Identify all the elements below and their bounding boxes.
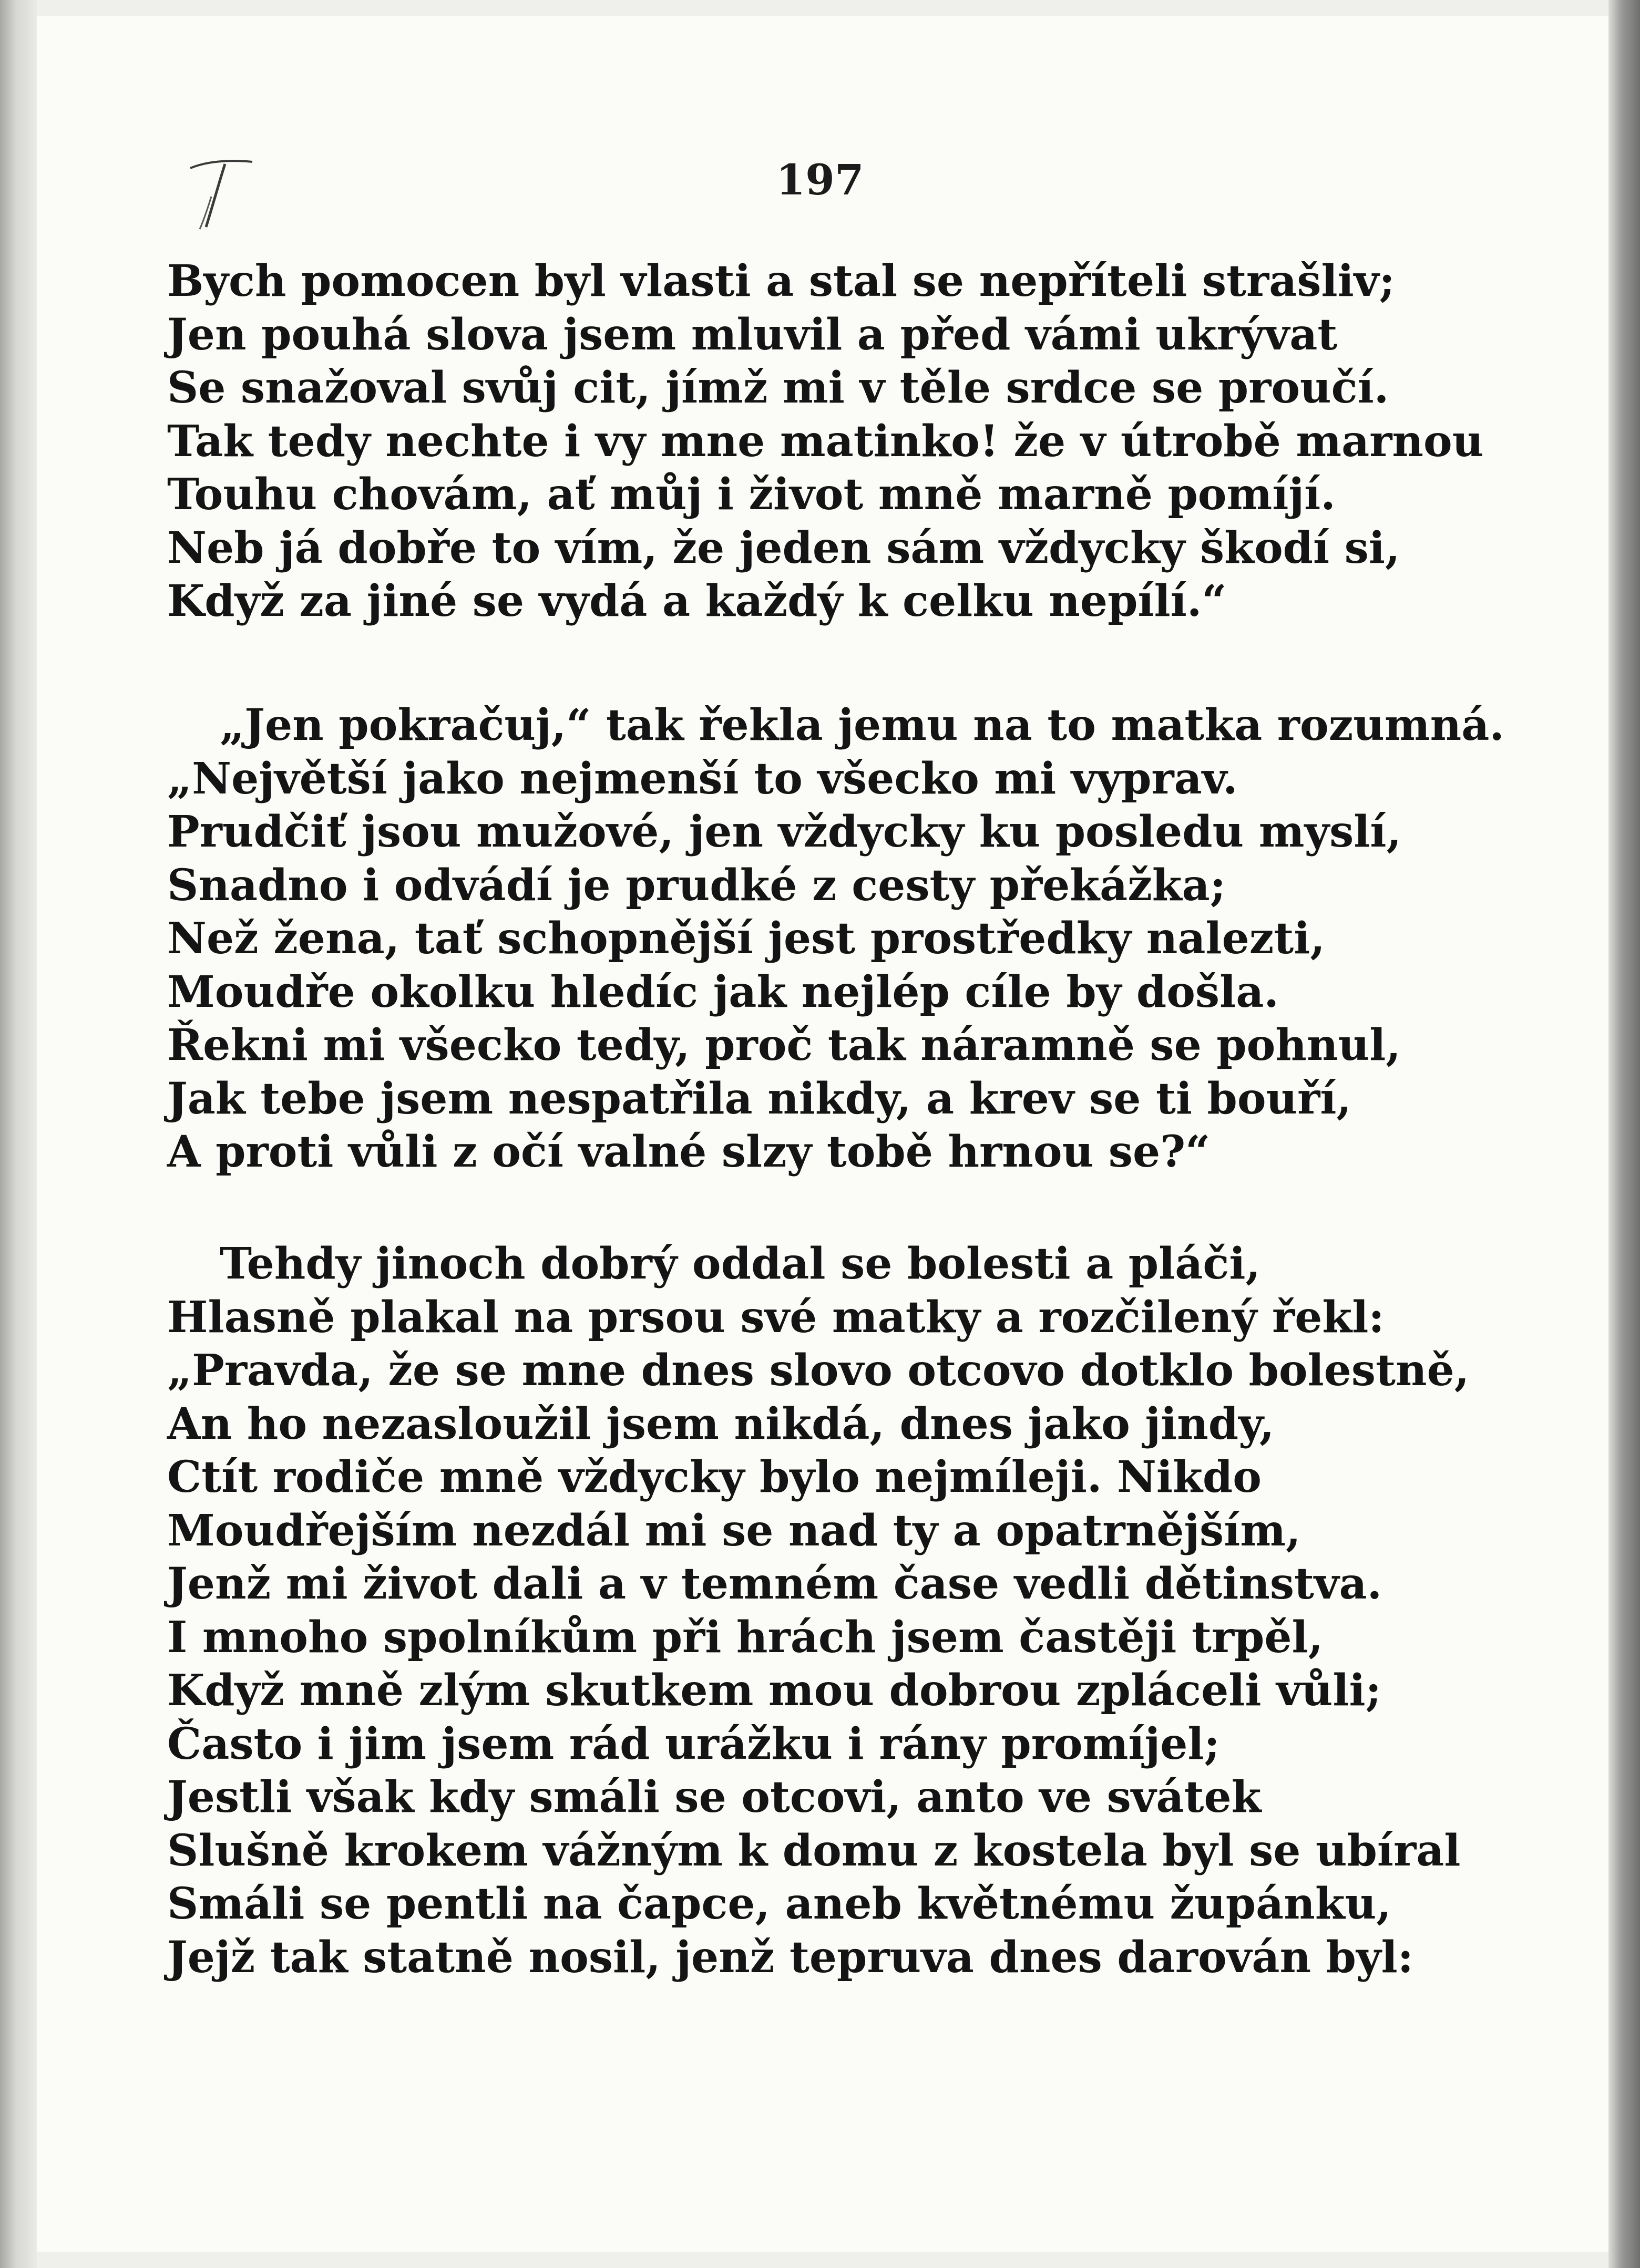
stanza-3	[167, 1238, 1470, 1984]
verse-line: Když za jiné se vydá a každý k celku nepílí.“	[167, 576, 1227, 626]
verse-line: Tak tedy nechte i vy mne matinko! že v útrobě marnou	[167, 416, 1484, 467]
verse-line: Hlasně plakal na prsou své matky a rozčilený řekl:	[167, 1292, 1385, 1343]
verse-line: „Jen pokračuj,“ tak řekla jemu na to matka rozumná.	[220, 700, 1504, 750]
verse-line: Často i jim jsem rád urážku i rány promíjel;	[167, 1718, 1220, 1769]
verse-line: Ctít rodiče mně vždycky bylo nejmíleji. Nikdo	[167, 1452, 1262, 1502]
verse-line: Řekni mi všecko tedy, proč tak náramně se pohnul,	[167, 1020, 1401, 1070]
verse-line: Jestli však kdy smáli se otcovi, anto ve svátek	[167, 1772, 1262, 1822]
verse-line: Moudře okolku hledíc jak nejlép cíle by došla.	[167, 966, 1279, 1017]
verse-line: Prudčiť jsou mužové, jen vždycky ku posledu myslí,	[167, 807, 1402, 857]
book-edge-right	[1608, 0, 1640, 2268]
stanza-2	[167, 699, 1504, 1179]
verse-line: Jak tebe jsem nespatřila nikdy, a krev se ti bouří,	[167, 1073, 1352, 1124]
book-gutter-left	[0, 0, 37, 2268]
verse-line: Smáli se pentli na čapce, aneb květnému župánku,	[167, 1879, 1391, 1929]
verse-line: Se snažoval svůj cit, jímž mi v těle srdce se proučí.	[167, 363, 1389, 413]
page-number: 197	[776, 155, 864, 204]
verse-line: „Největší jako nejmenší to všecko mi vyprav.	[167, 753, 1238, 804]
verse-line: „Pravda, že se mne dnes slovo otcovo dotklo bolestně,	[167, 1345, 1470, 1396]
verse-line: Slušně krokem vážným k domu z kostela byl se ubíral	[167, 1825, 1461, 1876]
verse-line: Neb já dobře to vím, že jeden sám vždycky škodí si,	[167, 522, 1400, 573]
verse-line: Než žena, tať schopnější jest prostředky nalezti,	[167, 913, 1325, 964]
verse-line: Touhu chovám, ať můj i život mně marně pomíjí.	[167, 469, 1336, 520]
pencil-mark	[184, 152, 258, 231]
verse-line: Jen pouhá slova jsem mluvil a před vámi ukrývat	[167, 309, 1338, 360]
verse-line: Jenž mi život dali a v temném čase vedli dětinstva.	[167, 1559, 1382, 1609]
verse-line: Když mně zlým skutkem mou dobrou zpláceli vůli;	[167, 1665, 1381, 1716]
stanza-1	[167, 255, 1484, 628]
verse-line: A proti vůli z očí valné slzy tobě hrnou se?“	[167, 1127, 1211, 1177]
verse-line: Snadno i odvádí je prudké z cesty překážka;	[167, 860, 1226, 911]
verse-line: An ho nezasloužil jsem nikdá, dnes jako jindy,	[167, 1398, 1275, 1449]
verse-line: Moudřejším nezdál mi se nad ty a opatrnějším,	[167, 1505, 1301, 1556]
verse-line: Bych pomocen byl vlasti a stal se nepříteli strašliv;	[167, 256, 1395, 306]
verse-line: Tehdy jinoch dobrý oddal se bolesti a pláči,	[220, 1239, 1261, 1289]
verse-line: Jejž tak statně nosil, jenž tepruva dnes darován byl:	[167, 1932, 1414, 1983]
verse-line: I mnoho spolníkům při hrách jsem častěji trpěl,	[167, 1612, 1324, 1663]
